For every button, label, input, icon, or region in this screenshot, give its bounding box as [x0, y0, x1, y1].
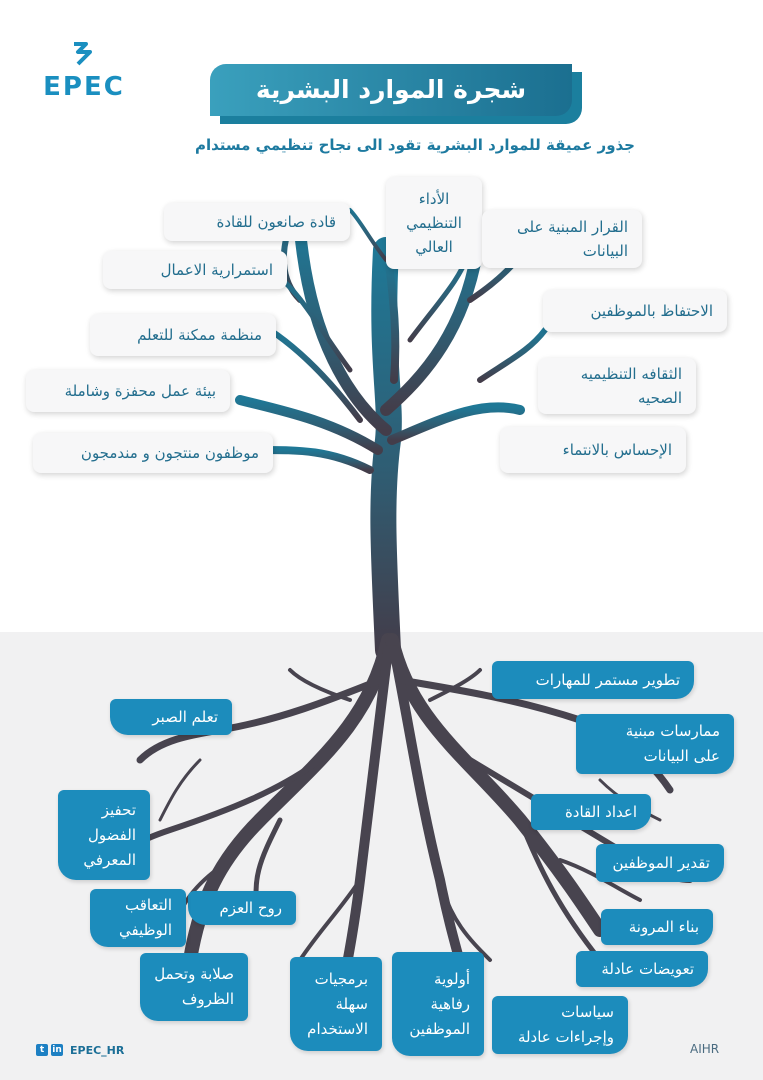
- root-label: تقدير الموظفين: [596, 844, 724, 882]
- logo-mark-icon: [34, 38, 134, 72]
- branch-label: قادة صانعون للقادة: [164, 203, 350, 241]
- root-label: تحفيز الفضول المعرفي: [58, 790, 150, 880]
- title-banner: [210, 64, 582, 124]
- footer-social: [36, 1043, 124, 1057]
- linkedin-icon[interactable]: in: [52, 1045, 62, 1055]
- page-subtitle: جذور عميقة للموارد البشرية تقود الى نجاح تنظيمي مستدام: [194, 136, 635, 154]
- page-title: شجرة الموارد البشرية: [210, 64, 572, 116]
- logo-text: EPEC: [43, 72, 125, 102]
- root-label: برمجيات سهلة الاستخدام: [290, 957, 382, 1051]
- branch-label: القرار المبنية على البيانات: [482, 210, 642, 268]
- root-label: أولوية رفاهية الموظفين: [392, 952, 484, 1056]
- root-label: ممارسات مبنية على البيانات: [576, 714, 734, 774]
- root-label: اعداد القادة: [531, 794, 651, 830]
- root-label: بناء المرونة: [601, 909, 713, 945]
- root-label: تطوير مستمر للمهارات: [492, 661, 694, 699]
- branch-label: الاحتفاظ بالموظفين: [543, 290, 727, 332]
- epec-logo: [34, 38, 134, 108]
- branch-label: استمرارية الاعمال: [103, 251, 287, 289]
- branch-label: موظفون منتجون و مندمجون: [33, 433, 273, 473]
- branch-label: الإحساس بالانتماء: [500, 427, 686, 473]
- branch-label: منظمة ممكنة للتعلم: [90, 314, 276, 356]
- branch-label: الأداء التنظيمي العالي: [386, 177, 482, 269]
- branch-label: الثقافه التنظيميه الصحيه: [538, 358, 696, 414]
- root-label: تعلم الصبر: [110, 699, 232, 735]
- twitter-icon[interactable]: t: [36, 1044, 48, 1056]
- social-handle[interactable]: EPEC_HR: [70, 1043, 125, 1057]
- branch-label: بيئة عمل محفزة وشاملة: [26, 370, 230, 412]
- credit-text: AIHR: [690, 1042, 720, 1056]
- root-label: التعاقب الوظيفي: [90, 889, 186, 947]
- root-label: سياسات وإجراءات عادلة: [492, 996, 628, 1054]
- root-label: روح العزم: [188, 891, 296, 925]
- root-label: صلابة وتحمل الظروف: [140, 953, 248, 1021]
- root-label: تعويضات عادلة: [576, 951, 708, 987]
